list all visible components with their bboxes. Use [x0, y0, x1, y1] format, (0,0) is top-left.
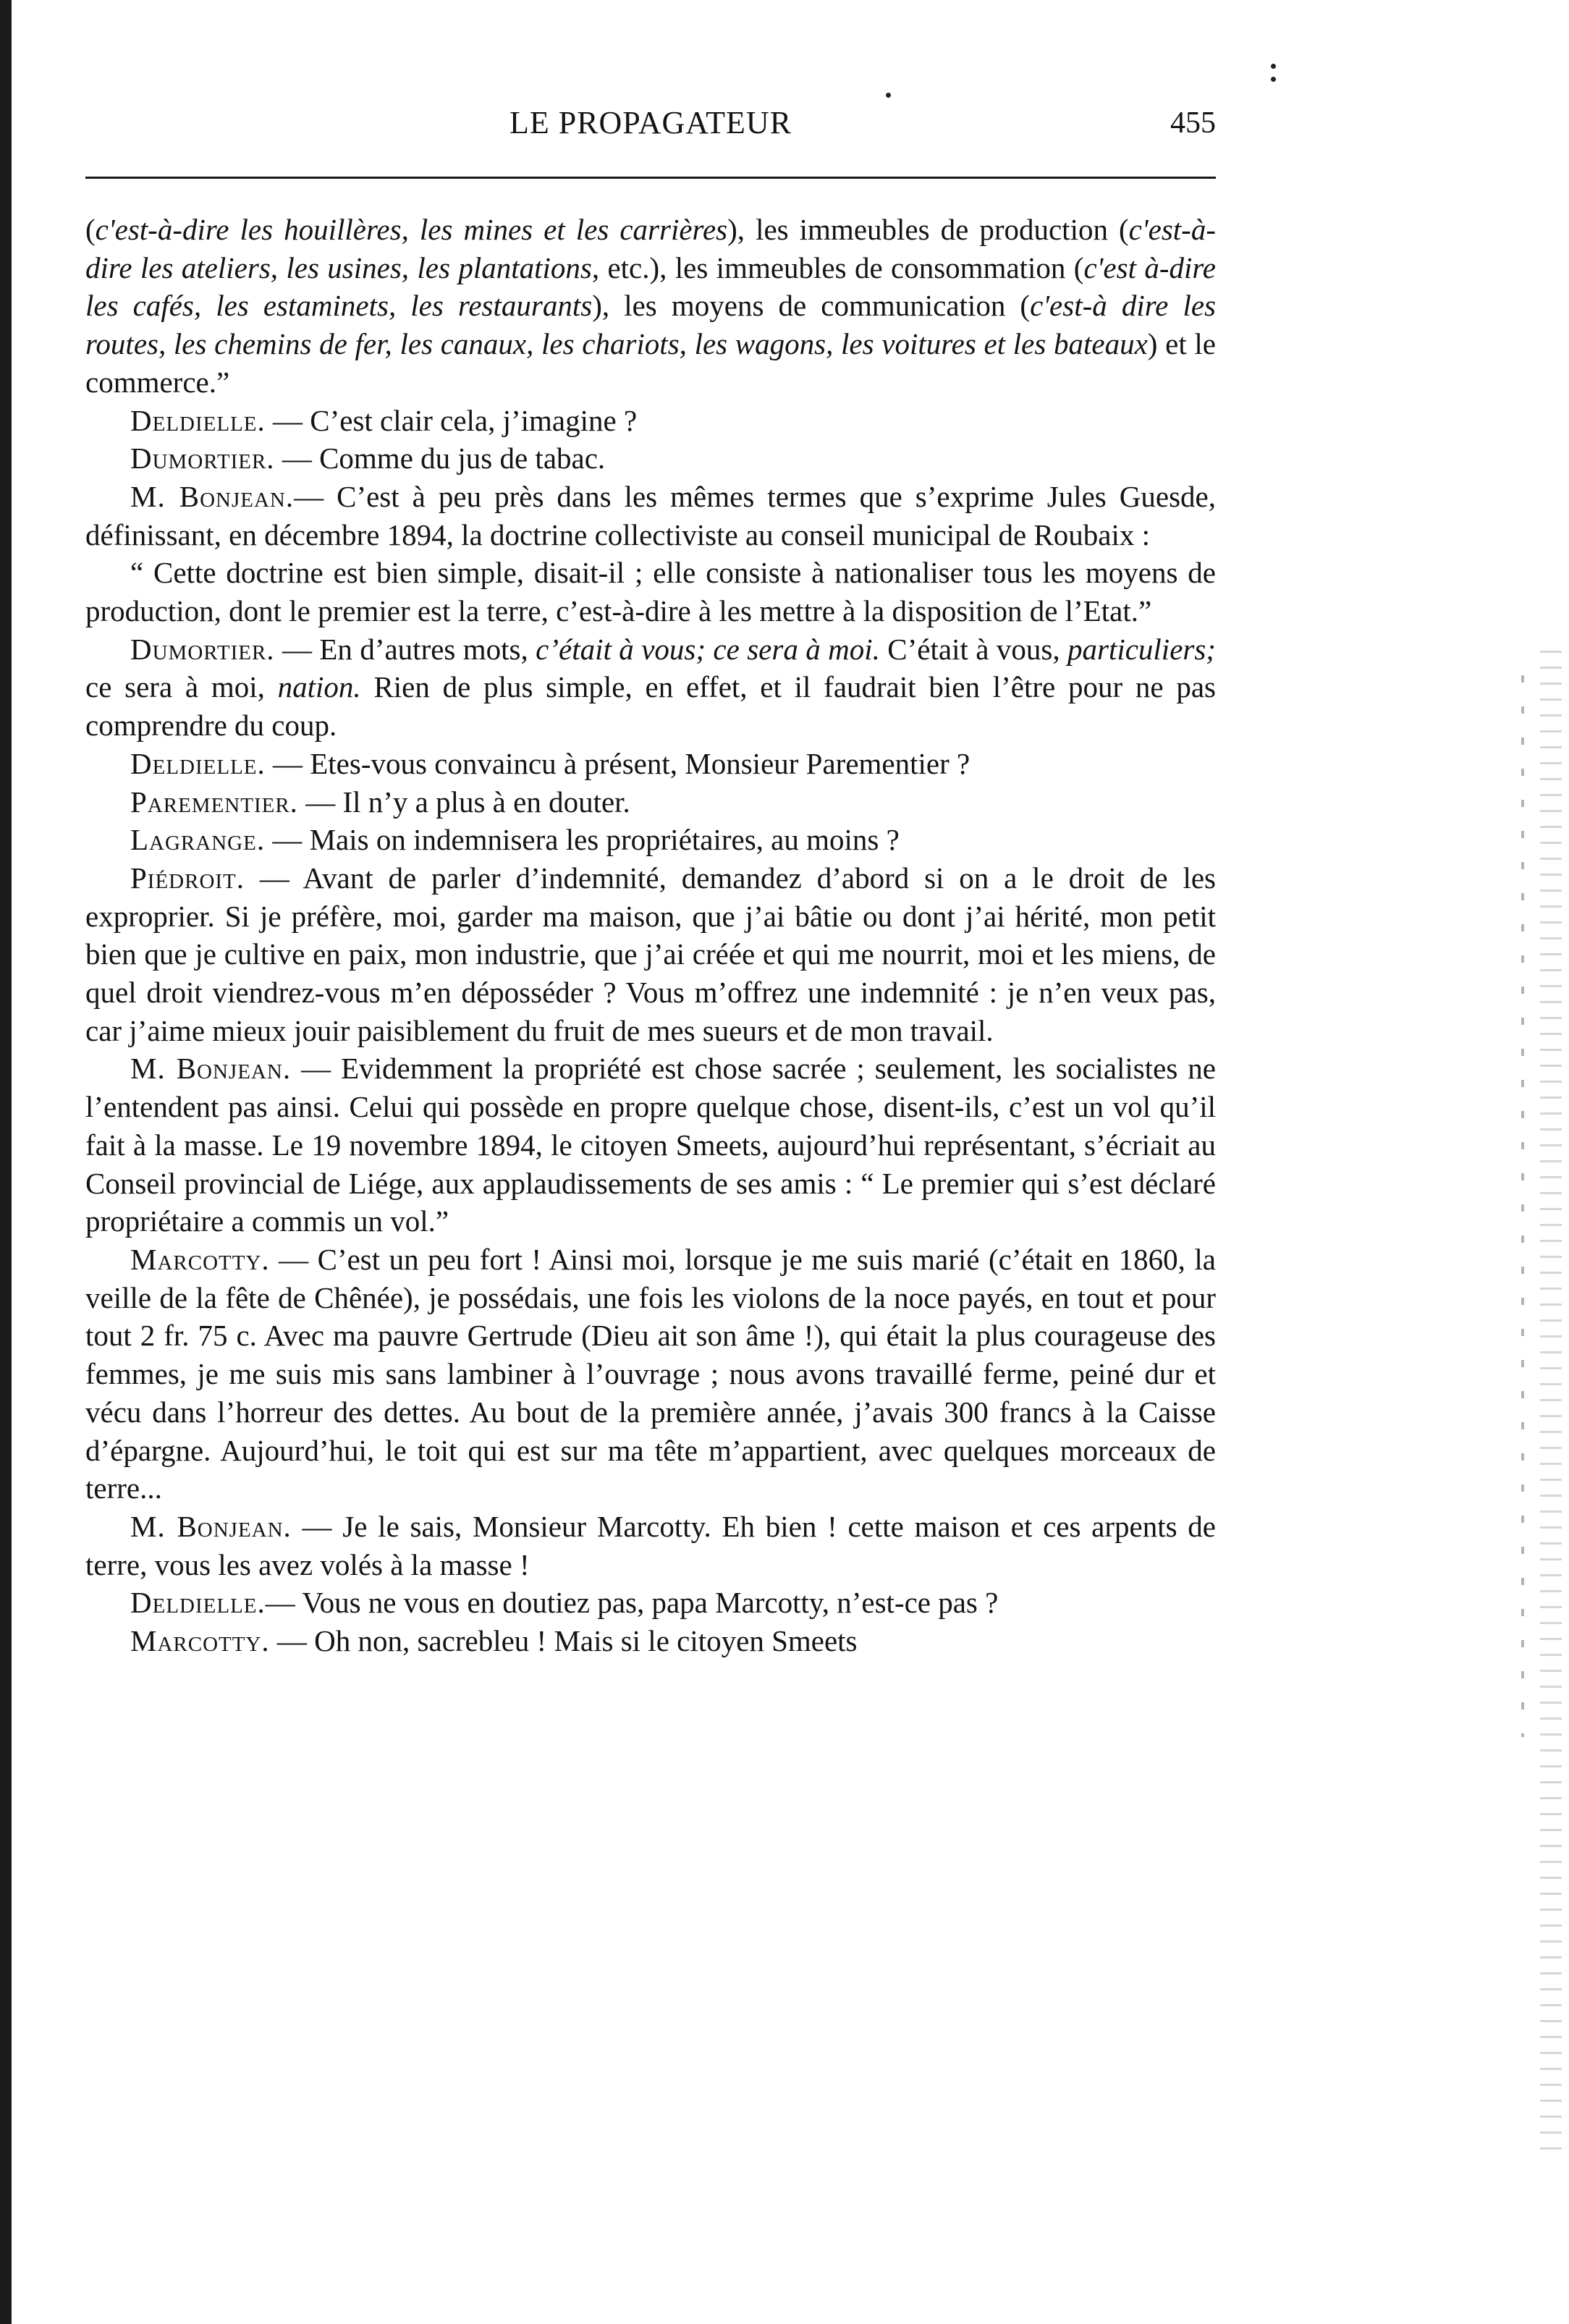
- header-rule: [85, 177, 1216, 179]
- scan-dot: [1271, 64, 1276, 69]
- dialogue-paragraph: [85, 783, 1216, 821]
- scan-margin-speckle: [1540, 637, 1562, 2157]
- paragraph-text: C’était à vous,: [879, 632, 1067, 666]
- italic-text: c'est-à-dire les houillères, les mines et les carrières: [95, 213, 728, 246]
- speaker-name: Lagrange.: [130, 823, 266, 857]
- dialogue-paragraph: [85, 1049, 1216, 1241]
- scan-binding-edge: [0, 0, 12, 2324]
- paragraph-text: — Etes-vous convaincu à présent, Monsieur Parementier ?: [265, 746, 970, 780]
- dialogue-paragraph: [85, 630, 1216, 745]
- scan-edge-mark: [1521, 651, 1524, 1737]
- speaker-name: M. Bonjean.: [130, 479, 295, 513]
- paragraph-text: “ Cette doctrine est bien simple, disait-il ; elle consiste à nationaliser tous les moyens de production, dont le premier est la terre, c’est-à-dire à les mettre à la disposition de l’Etat.”: [85, 556, 1216, 628]
- dialogue-paragraph: (c'est-à-dire les houillères, les mines et les carrières), les immeubles de production (c'est-à-dire les ateliers, les usines, les plantations, etc.), les immeubles de consommation (c'est à-dire les cafés, les estaminets, les restaurants), les moyens de communication (c'est-à dire les routes, les chemins de fer, les canaux, les chariots, les wagons, les voitures et les bateaux) et le commerce.”: [85, 213, 1217, 399]
- speaker-name: Piédroit.: [130, 861, 245, 895]
- paragraph-text: ), les moyens de communication (: [592, 289, 1031, 323]
- dialogue-paragraph: [85, 1622, 1216, 1660]
- speaker-name: Deldielle.: [130, 1586, 266, 1620]
- page-body: [85, 211, 1216, 1660]
- dialogue-paragraph: [85, 1241, 1216, 1508]
- dialogue-paragraph: [85, 1584, 1216, 1622]
- running-head: LE PROPAGATEUR: [509, 105, 792, 140]
- paragraph-text: — C’est à peu près dans les mêmes termes que s’exprime Jules Guesde, définissant, en décembre 1894, la doctrine collectiviste au conseil municipal de Roubaix :: [85, 479, 1216, 552]
- dialogue-paragraph: [85, 745, 1216, 783]
- italic-text: particuliers;: [1067, 632, 1216, 666]
- speaker-name: Deldielle.: [130, 403, 266, 437]
- paragraph-text: — Avant de parler d’indemnité, demandez d’abord si on a le droit de les exproprier. Si je préfère, moi, garder ma maison, que j’ai bâtie ou dont j’ai hérité, mon petit bien que je cultive en paix, mon industrie, que j’ai créée et qui me nourrit, moi et les miens, de quel droit viendrez-vous m’en déposséder ? Vous m’offrez une indemnité : je n’en veux pas, car j’aime mieux jouir paisiblement du fruit de mes sueurs et de mon travail.: [85, 861, 1216, 1047]
- paragraph-text: ), les immeubles de production (: [727, 213, 1129, 246]
- paragraph-text: , etc.), les immeubles de consommation (: [591, 250, 1084, 284]
- speaker-name: M. Bonjean.: [130, 1509, 292, 1543]
- italic-text: nation.: [277, 670, 361, 704]
- scan-dot: [1271, 77, 1276, 82]
- paragraph-text: — Vous ne vous en doutiez pas, papa Marcotty, n’est-ce pas ?: [265, 1586, 999, 1620]
- speaker-name: M. Bonjean.: [130, 1052, 292, 1086]
- dialogue-paragraph: [85, 439, 1216, 478]
- dialogue-paragraph: [85, 859, 1216, 1050]
- dialogue-paragraph: [85, 821, 1216, 859]
- page-header: [85, 101, 1216, 145]
- paragraph-text: — Oh non, sacrebleu ! Mais si le citoyen Smeets: [269, 1624, 858, 1658]
- paragraph-text: — C’est clair cela, j’imagine ?: [265, 403, 638, 437]
- speaker-name: Marcotty.: [130, 1624, 270, 1658]
- paragraph-text: — Evidemment la propriété est chose sacrée ; seulement, les socialistes ne l’entendent pas ainsi. Celui qui possède en propre quelque chose, disent-ils, c’est un vol qu’il fait à la masse. Le 19 novembre 1894, le citoyen Smeets, aujourd’hui représentant, s’écriait au Conseil provincial de Liége, aux applaudissements de ses amis : “ Le premier qui s’est déclaré propriétaire a commis un vol.”: [85, 1052, 1216, 1238]
- paragraph-text: — C’est un peu fort ! Ainsi moi, lorsque je me suis marié (c’était en 1860, la veille de la fête de Chênée), je possédais, une fois les violons de la noce payés, en tout et pour tout 2 fr. 75 c. Avec ma pauvre Gertrude (Dieu ait son âme !), qui était la plus courageuse des femmes, je me suis mis sans lambiner à l’ouvrage ; nous avons travaillé ferme, peiné dur et vécu dans l’horreur des dettes. Au bout de la première année, j’avais 300 francs à la Caisse d’épargne. Aujourd’hui, le toit qui est sur ma tête m’appartient, avec quelques morceaux de terre...: [85, 1242, 1216, 1505]
- dialogue-paragraph: [85, 402, 1216, 440]
- dialogue-paragraph: [85, 1508, 1216, 1584]
- scan-dot: [886, 93, 891, 98]
- paragraph-text: ) et le commerce.”: [85, 327, 1216, 399]
- italic-text: c’était à vous; ce sera à moi.: [536, 632, 880, 666]
- dialogue-paragraph: [85, 478, 1216, 554]
- speaker-name: Dumortier.: [130, 632, 275, 666]
- speaker-name: Dumortier.: [130, 441, 275, 476]
- speaker-name: Parementier.: [130, 785, 298, 819]
- italic-text: c'est à-dire les cafés, les estaminets, les restaurants: [85, 250, 1217, 323]
- paragraph-text: ce sera à moi,: [85, 670, 278, 704]
- italic-text: c'est-à-dire les ateliers, les usines, les plantations: [85, 213, 1216, 284]
- paragraph-text: — Je le sais, Monsieur Marcotty. Eh bien ! cette maison et ces arpents de terre, vous les avez volés à la masse !: [85, 1509, 1216, 1581]
- paragraph-text: Rien de plus simple, en effet, et il faudrait bien l’être pour ne pas comprendre du coup.: [85, 670, 1216, 743]
- dialogue-paragraph: [85, 554, 1216, 630]
- paragraph-text: — Mais on indemnisera les propriétaires, au moins ?: [265, 823, 900, 857]
- speaker-name: Deldielle.: [130, 746, 266, 780]
- speaker-name: Marcotty.: [130, 1242, 270, 1276]
- paragraph-text: — Comme du jus de tabac.: [274, 441, 606, 476]
- paragraph-text: — En d’autres mots,: [274, 632, 536, 666]
- paragraph-text: — Il n’y a plus à en douter.: [297, 785, 630, 819]
- italic-text: c'est-à dire les routes, les chemins de fer, les canaux, les chariots, les wagons, les voitures et les bateaux: [85, 289, 1216, 361]
- page-number: 455: [1170, 106, 1216, 140]
